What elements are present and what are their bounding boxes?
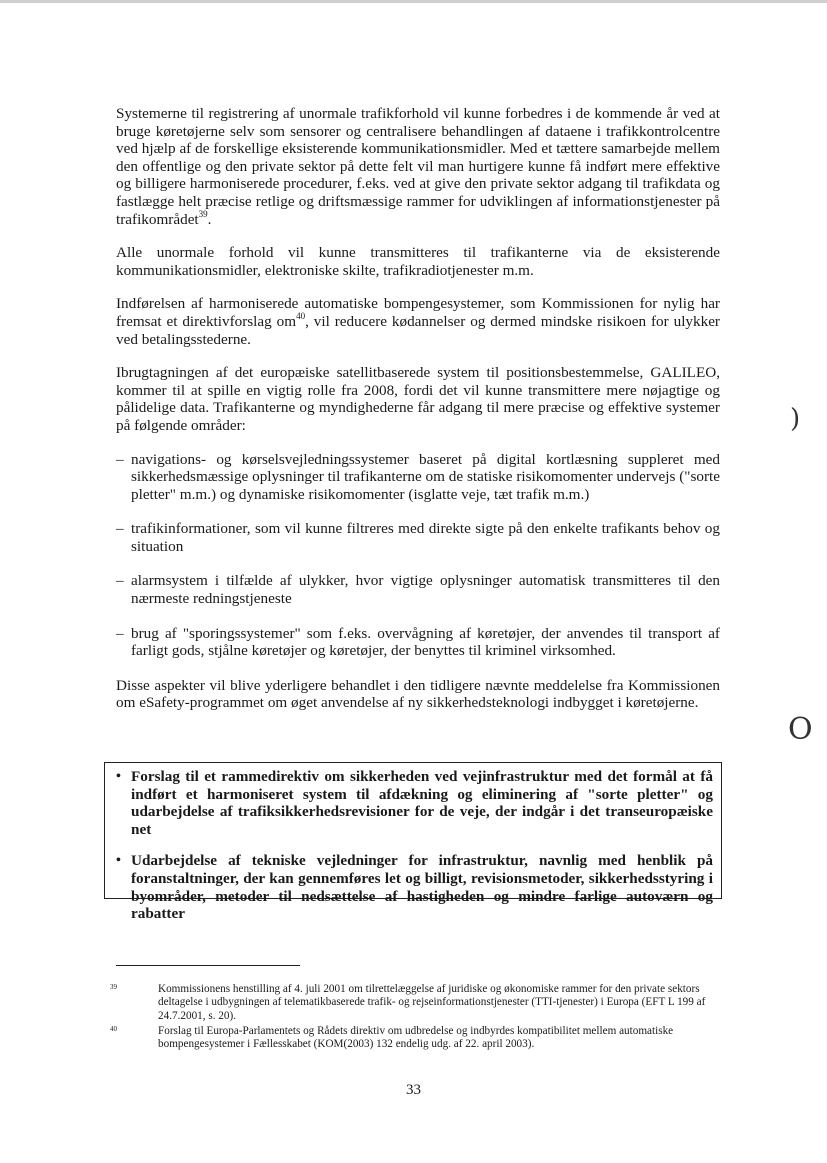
footnote-text: Kommissionens henstilling af 4. juli 2001 om tilrettelæggelse af juridiske og økonomiske rammer for den private sektors deltagelse i udbygningen af telematikbaserede trafik- og rejseinformationstjenester (TTI-tjenester) i Europa (EFT L 199 af 24.7.2001, s. 20).	[158, 983, 706, 1022]
list-item-text: navigations- og kørselsvejledningssystemer baseret på digital kortlæsning suppleret med sikkerhedsmæssige oplysninger til trafikanterne om de statiske risikomomenter undervejs ("sorte pletter" m.m.) og dynamiske risikomomenter (isglatte veje, tæt trafik m.m.)	[131, 450, 720, 503]
footnote-number: 40	[110, 1024, 117, 1033]
footnote-ref-39[interactable]: 39	[198, 208, 208, 219]
footnote-39	[110, 983, 720, 1023]
box-item	[115, 852, 713, 922]
box-item-text: Udarbejdelse af tekniske vejledninger for infrastruktur, navnlig med henblik på foranstaltninger, der kan gennemføres let og billigt, revisionsmetoder, sikkerhedsstyring i byområder, metoder til nedsættelse af hastigheden og mindre farlige autoværn og rabatter	[131, 852, 713, 923]
box-item	[115, 768, 713, 838]
dash-marker: –	[116, 572, 124, 590]
scan-edge-line	[0, 0, 827, 3]
list-item	[116, 572, 720, 607]
paragraph-esafety: Disse aspekter vil blive yderligere behandlet i den tidligere nævnte meddelelse fra Kommissionen om eSafety-programmet om øget anvendelse af ny sikkerhedsteknologi indbygget i køretøjerne.	[116, 676, 720, 712]
paragraph-text-end: , vil reducere kødannelser og dermed mindske risikoen for ulykker ved betalingsstederne.	[116, 312, 720, 348]
bullet-marker: •	[116, 853, 121, 869]
paragraph-end: .	[207, 210, 212, 228]
box-item-text: Forslag til et rammedirektiv om sikkerheden ved vejinfrastruktur med det formål at få indført et harmoniseret system til afdækning og eliminering af "sorte pletter" og udarbejdelse af trafiksikkerhedsrevisioner for de veje, der indgår i det transeuropæiske net	[131, 768, 713, 838]
footnote-40	[110, 1024, 720, 1052]
action-box	[104, 762, 722, 923]
paragraph-registration-systems	[116, 105, 720, 228]
document-body	[116, 105, 720, 728]
dash-marker: –	[116, 624, 124, 642]
list-item-text: alarmsystem i tilfælde af ulykker, hvor vigtige oplysninger automatisk transmitteres til den nærmeste redningstjeneste	[131, 572, 720, 608]
list-item-text: trafikinformationer, som vil kunne filtreres med direkte sigte på den enkelte trafikants behov og situation	[131, 520, 720, 555]
footnote-number: 39	[110, 983, 117, 991]
paragraph-galileo: Ibrugtagningen af det europæiske satellitbaserede system til positionsbestemmelse, GALILEO, kommer til at spille en vigtig rolle fra 2008, fordi det vil kunne transmittere mere nøjagtige og pålidelige data. Trafikanterne og myndighederne får adgang til mere præcise og effektive systemer på følgende områder:	[116, 364, 720, 434]
paragraph-transmission: Alle unormale forhold vil kunne transmitteres til trafikanterne via de eksisterende kommunikationsmidler, elektroniske skilte, trafikradiotjenester m.m.	[116, 244, 720, 279]
dash-list	[116, 451, 720, 660]
paragraph-text: Indførelsen af harmoniserede automatiske bompengesystemer, som Kommissionen for nylig har fremsat et direktivforslag om	[116, 295, 720, 330]
footnote-ref-40[interactable]: 40	[296, 310, 306, 321]
footnote-divider	[116, 965, 300, 966]
dash-marker: –	[116, 520, 124, 538]
footnotes	[110, 983, 720, 1053]
list-item	[116, 520, 720, 555]
list-item	[116, 451, 720, 504]
footnote-text: Forslag til Europa-Parlamentets og Rådets direktiv om udbredelse og indbyrdes kompatibilitet mellem automatiske bompengesystemer i Fællesskabet (KOM(2003) 132 endelig udg. af 22. april 2003).	[158, 1024, 674, 1051]
page-number: 33	[406, 1082, 421, 1098]
paragraph-toll-systems	[116, 295, 720, 348]
list-item-text: brug af "sporingssystemer" som f.eks. overvågning af køretøjer, der anvendes til transport af farligt gods, stjålne køretøjer og køretøjer, der benyttes til kriminel virksomhed.	[131, 624, 720, 660]
list-item	[116, 625, 720, 660]
bullet-marker: •	[116, 769, 121, 784]
paragraph-text: Systemerne til registrering af unormale trafikforhold vil kunne forbedres i de kommende år ved at bruge køretøjerne selv som sensorer og centralisere behandlingen af dataene i trafikkontrolcentre ved hjælp af de forskellige eksisterende kommunikationsmidler. Med et tættere samarbejde mellem den offentlige og den private sektor på dette felt vil man hurtigere kunne få indført mere effektive og billigere harmoniserede procedurer, f.eks. ved at give den private sektor adgang til trafikdata og fastlægge helt præcise retlige og driftsmæssige rammer for udviklingen af informationstjenester på trafikområdet	[116, 105, 720, 228]
margin-circle-mark: O	[788, 712, 813, 747]
dash-marker: –	[116, 450, 124, 468]
margin-bracket-mark: )	[790, 404, 801, 434]
